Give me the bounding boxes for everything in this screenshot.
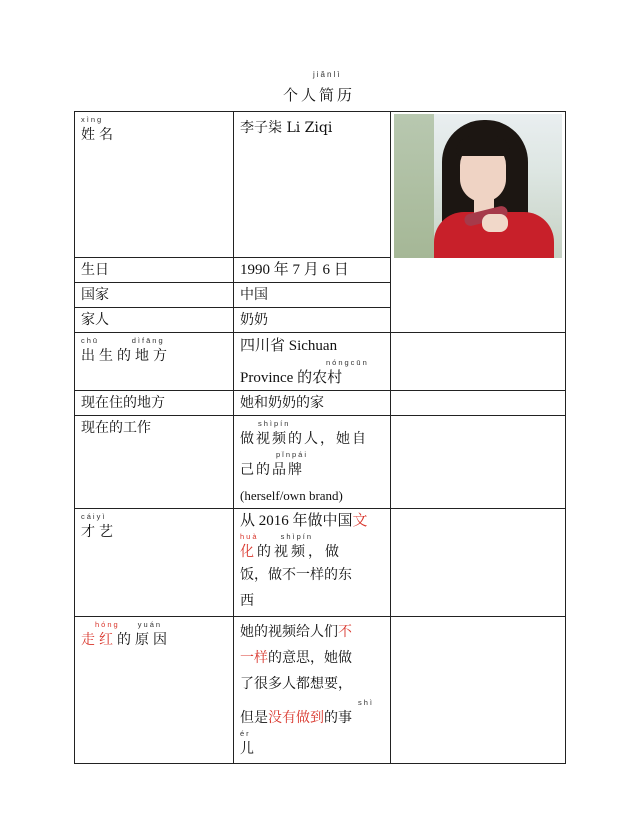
talent-label: 才艺: [81, 524, 117, 540]
photo-cell: [391, 112, 566, 333]
family-value: 奶奶: [240, 312, 268, 328]
table-row: [75, 112, 566, 258]
birthday-label: 生日: [81, 262, 109, 278]
job-line-2: 己的品牌: [240, 462, 304, 478]
fame-line-1-text: 她的视频给人们: [240, 624, 338, 640]
job-pinyin-2: pǐnpái: [276, 450, 309, 459]
empty-cell: [391, 333, 566, 391]
talent-pinyin-row: [240, 531, 384, 542]
talent-line-3: 饭，做不一样的东: [240, 567, 352, 583]
birthplace-label-pinyin: chū dìfāng: [81, 336, 165, 345]
talent-value-cell: [234, 509, 391, 617]
fame-pinyin-hong: hóng: [95, 620, 120, 629]
talent-highlight-wen: 文: [352, 513, 368, 529]
birthday-label-cell: [75, 258, 234, 283]
residence-value-cell: [234, 391, 391, 416]
job-line-1: 做视频的人，她自: [240, 431, 368, 447]
birthplace-value-pinyin: nóngcūn: [326, 358, 369, 367]
empty-cell: [391, 617, 566, 764]
residence-label: 现在住的地方: [81, 395, 165, 411]
name-label-cell: [75, 112, 234, 258]
fame-pinyin-yuan: yuán: [137, 620, 163, 629]
job-label: 现在的工作: [81, 420, 151, 436]
fame-highlight-bu: 不: [338, 624, 352, 640]
fame-pinyin-er: ér: [240, 729, 251, 738]
fame-pinyin-shi: shì: [358, 698, 375, 707]
name-label-pinyin: xìng: [81, 115, 104, 124]
fame-line-2-text: 的意思，她做: [268, 650, 352, 666]
talent-line-4: 西: [240, 593, 254, 609]
talent-line-1-text: 从 2016 年做中国: [240, 513, 353, 529]
country-label: 国家: [81, 287, 109, 303]
job-value-cell: [234, 416, 391, 509]
page-title: 个人简历: [282, 86, 355, 104]
table-row: [75, 617, 566, 764]
family-value-cell: [234, 308, 391, 333]
fame-highlight-yiyang: 一样: [240, 650, 268, 666]
empty-cell: [391, 391, 566, 416]
talent-line-1: [240, 511, 384, 531]
table-row: [75, 333, 566, 391]
birthplace-label: 出生的地方: [81, 348, 171, 364]
birthday-value-cell: [234, 258, 391, 283]
fame-highlight-meiyou: 没有做到: [268, 710, 324, 726]
residence-label-cell: [75, 391, 234, 416]
talent-line-2-text: 的视频，做: [257, 544, 342, 560]
fame-line-4-text: 但是: [240, 710, 268, 726]
family-label: 家人: [81, 312, 109, 328]
table-row: [75, 416, 566, 509]
family-label-cell: [75, 308, 234, 333]
country-value-cell: [234, 283, 391, 308]
birthplace-value-line2: Province 的农村: [240, 370, 343, 386]
job-label-cell: [75, 416, 234, 509]
portrait-photo: [394, 114, 562, 258]
country-label-cell: [75, 283, 234, 308]
fame-label-pinyin: [81, 619, 227, 630]
birthplace-value-line1: 四川省 Sichuan: [240, 338, 338, 354]
title-pinyin: jiǎnlì: [313, 70, 342, 79]
job-line-3: (herself/own brand): [240, 488, 343, 503]
birthplace-value-cell: [234, 333, 391, 391]
fame-value-cell: [234, 617, 391, 764]
talent-pinyin-shipin: shìpín: [280, 532, 314, 541]
fame-line-4-end: 的事: [324, 710, 352, 726]
fame-label: [81, 632, 171, 648]
fame-line-4: [240, 708, 384, 728]
table-row: [75, 509, 566, 617]
profile-table: [74, 111, 566, 764]
birthplace-label-cell: [75, 333, 234, 391]
talent-pinyin-hua: huà: [240, 532, 259, 541]
talent-line-2: [240, 542, 384, 562]
job-pinyin-1: shìpín: [258, 419, 291, 428]
talent-highlight-hua: 化: [240, 544, 257, 560]
talent-label-cell: [75, 509, 234, 617]
country-value: 中国: [240, 287, 268, 303]
fame-label-cell: [75, 617, 234, 764]
table-row: [75, 391, 566, 416]
fame-line-2: [240, 645, 384, 671]
fame-line-1: [240, 619, 384, 645]
name-value-cell: [234, 112, 391, 258]
empty-cell: [391, 509, 566, 617]
empty-cell: [391, 416, 566, 509]
residence-value: 她和奶奶的家: [240, 395, 324, 411]
talent-label-pinyin: cáiyì: [81, 512, 107, 521]
fame-line-3: 了很多人都想要，: [240, 676, 352, 692]
fame-line-5: 儿: [240, 741, 254, 757]
name-label: 姓名: [81, 127, 117, 143]
fame-label-text: 的原因: [117, 632, 171, 648]
name-value: 李子柒 Li Ziqi: [240, 120, 333, 136]
birthday-value: 1990 年 7 月 6 日: [240, 262, 349, 278]
fame-label-red: 走红: [81, 632, 117, 648]
